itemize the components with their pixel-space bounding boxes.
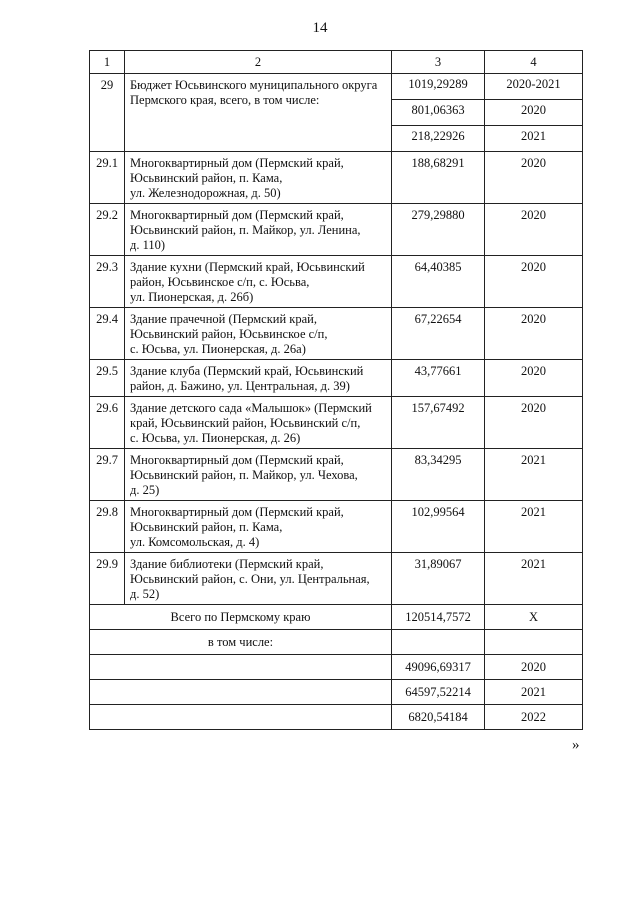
row-number: 29.1 — [90, 152, 125, 204]
row-year: 2021 — [485, 553, 583, 605]
including-label: в том числе: — [90, 630, 392, 655]
row-amount: 83,34295 — [392, 449, 485, 501]
table-row — [90, 152, 583, 204]
row-name-line: Здание библиотеки (Пермский край, — [130, 557, 324, 571]
group-year: 2021 — [485, 126, 583, 152]
breakdown-amount: 6820,54184 — [392, 705, 485, 730]
breakdown-amount: 64597,52214 — [392, 680, 485, 705]
row-amount: 64,40385 — [392, 256, 485, 308]
total-year: Х — [485, 605, 583, 630]
row-name-line: Юсьвинский район, Юсьвинское с/п, — [130, 327, 328, 341]
table-row — [90, 449, 583, 501]
row-year: 2021 — [485, 501, 583, 553]
row-name-line: Здание клуба (Пермский край, Юсьвинский — [130, 364, 364, 378]
empty-cell — [90, 655, 392, 680]
row-number: 29.3 — [90, 256, 125, 308]
row-name — [125, 360, 392, 397]
row-name-line: район, д. Бажино, ул. Центральная, д. 39) — [130, 379, 350, 393]
total-label: Всего по Пермскому краю — [90, 605, 392, 630]
breakdown-year: 2021 — [485, 680, 583, 705]
empty-cell — [485, 630, 583, 655]
row-amount: 279,29880 — [392, 204, 485, 256]
group-number: 29 — [90, 74, 125, 152]
group-amount: 1019,29289 — [392, 74, 485, 100]
closing-quote-mark: » — [572, 737, 580, 753]
page-number: 14 — [312, 20, 328, 36]
row-name — [125, 256, 392, 308]
budget-table — [89, 50, 583, 730]
header-col-1: 1 — [90, 51, 125, 74]
row-name-line: ул. Комсомольская, д. 4) — [130, 535, 260, 549]
row-amount: 157,67492 — [392, 397, 485, 449]
row-amount: 67,22654 — [392, 308, 485, 360]
row-name-line: д. 110) — [130, 238, 166, 252]
row-name-line: Многоквартирный дом (Пермский край, — [130, 208, 344, 222]
row-name-line: край, Юсьвинский район, Юсьвинский с/п, — [130, 416, 361, 430]
row-name-line: с. Юсьва, ул. Пионерская, д. 26а) — [130, 342, 306, 356]
row-number: 29.2 — [90, 204, 125, 256]
group-year: 2020-2021 — [485, 74, 583, 100]
header-col-4: 4 — [485, 51, 583, 74]
row-amount: 188,68291 — [392, 152, 485, 204]
including-row — [90, 630, 583, 655]
row-name-line: д. 52) — [130, 587, 160, 601]
row-name-line: Многоквартирный дом (Пермский край, — [130, 505, 344, 519]
table-row — [90, 360, 583, 397]
row-name-line: Здание кухни (Пермский край, Юсьвинский — [130, 260, 365, 274]
row-name-line: Здание прачечной (Пермский край, — [130, 312, 317, 326]
row-name — [125, 152, 392, 204]
row-year: 2020 — [485, 204, 583, 256]
row-name-line: ул. Железнодорожная, д. 50) — [130, 186, 281, 200]
row-name-line: Юсьвинский район, с. Они, ул. Центральная, — [130, 572, 370, 586]
row-name-line: район, Юсьвинское с/п, с. Юсьва, — [130, 275, 310, 289]
group-name: Бюджет Юсьвинского муниципального округа Пермского края, всего, в том числе: — [125, 74, 392, 152]
table-row — [90, 397, 583, 449]
total-row — [90, 605, 583, 630]
breakdown-row — [90, 705, 583, 730]
breakdown-row — [90, 680, 583, 705]
breakdown-row — [90, 655, 583, 680]
row-amount: 31,89067 — [392, 553, 485, 605]
group-row — [90, 74, 583, 100]
table-row — [90, 256, 583, 308]
breakdown-amount: 49096,69317 — [392, 655, 485, 680]
empty-cell — [90, 705, 392, 730]
row-name-line: Многоквартирный дом (Пермский край, — [130, 156, 344, 170]
row-name — [125, 553, 392, 605]
table-row — [90, 553, 583, 605]
table-row — [90, 308, 583, 360]
row-name-line: Юсьвинский район, п. Кама, — [130, 171, 283, 185]
group-amount: 218,22926 — [392, 126, 485, 152]
row-name-line: Юсьвинский район, п. Кама, — [130, 520, 283, 534]
row-amount: 102,99564 — [392, 501, 485, 553]
breakdown-year: 2022 — [485, 705, 583, 730]
row-name-line: Юсьвинский район, п. Майкор, ул. Ленина, — [130, 223, 361, 237]
row-name — [125, 397, 392, 449]
row-name-line: Юсьвинский район, п. Майкор, ул. Чехова, — [130, 468, 358, 482]
row-number: 29.5 — [90, 360, 125, 397]
table-row — [90, 501, 583, 553]
row-amount: 43,77661 — [392, 360, 485, 397]
row-year: 2020 — [485, 256, 583, 308]
row-name-line: Здание детского сада «Малышок» (Пермский — [130, 401, 372, 415]
row-name-line: с. Юсьва, ул. Пионерская, д. 26) — [130, 431, 301, 445]
row-year: 2020 — [485, 360, 583, 397]
empty-cell — [90, 680, 392, 705]
row-name-line: Многоквартирный дом (Пермский край, — [130, 453, 344, 467]
row-name-line: д. 25) — [130, 483, 160, 497]
table-header-row — [90, 51, 583, 74]
row-name — [125, 308, 392, 360]
row-year: 2020 — [485, 152, 583, 204]
row-number: 29.7 — [90, 449, 125, 501]
row-year: 2021 — [485, 449, 583, 501]
row-number: 29.4 — [90, 308, 125, 360]
total-amount: 120514,7572 — [392, 605, 485, 630]
empty-cell — [392, 630, 485, 655]
row-name — [125, 204, 392, 256]
header-col-2: 2 — [125, 51, 392, 74]
row-number: 29.6 — [90, 397, 125, 449]
row-year: 2020 — [485, 397, 583, 449]
row-number: 29.8 — [90, 501, 125, 553]
group-amount: 801,06363 — [392, 100, 485, 126]
row-name — [125, 501, 392, 553]
table-row — [90, 204, 583, 256]
row-number: 29.9 — [90, 553, 125, 605]
row-name-line: ул. Пионерская, д. 26б) — [130, 290, 254, 304]
row-year: 2020 — [485, 308, 583, 360]
row-name — [125, 449, 392, 501]
header-col-3: 3 — [392, 51, 485, 74]
group-year: 2020 — [485, 100, 583, 126]
breakdown-year: 2020 — [485, 655, 583, 680]
